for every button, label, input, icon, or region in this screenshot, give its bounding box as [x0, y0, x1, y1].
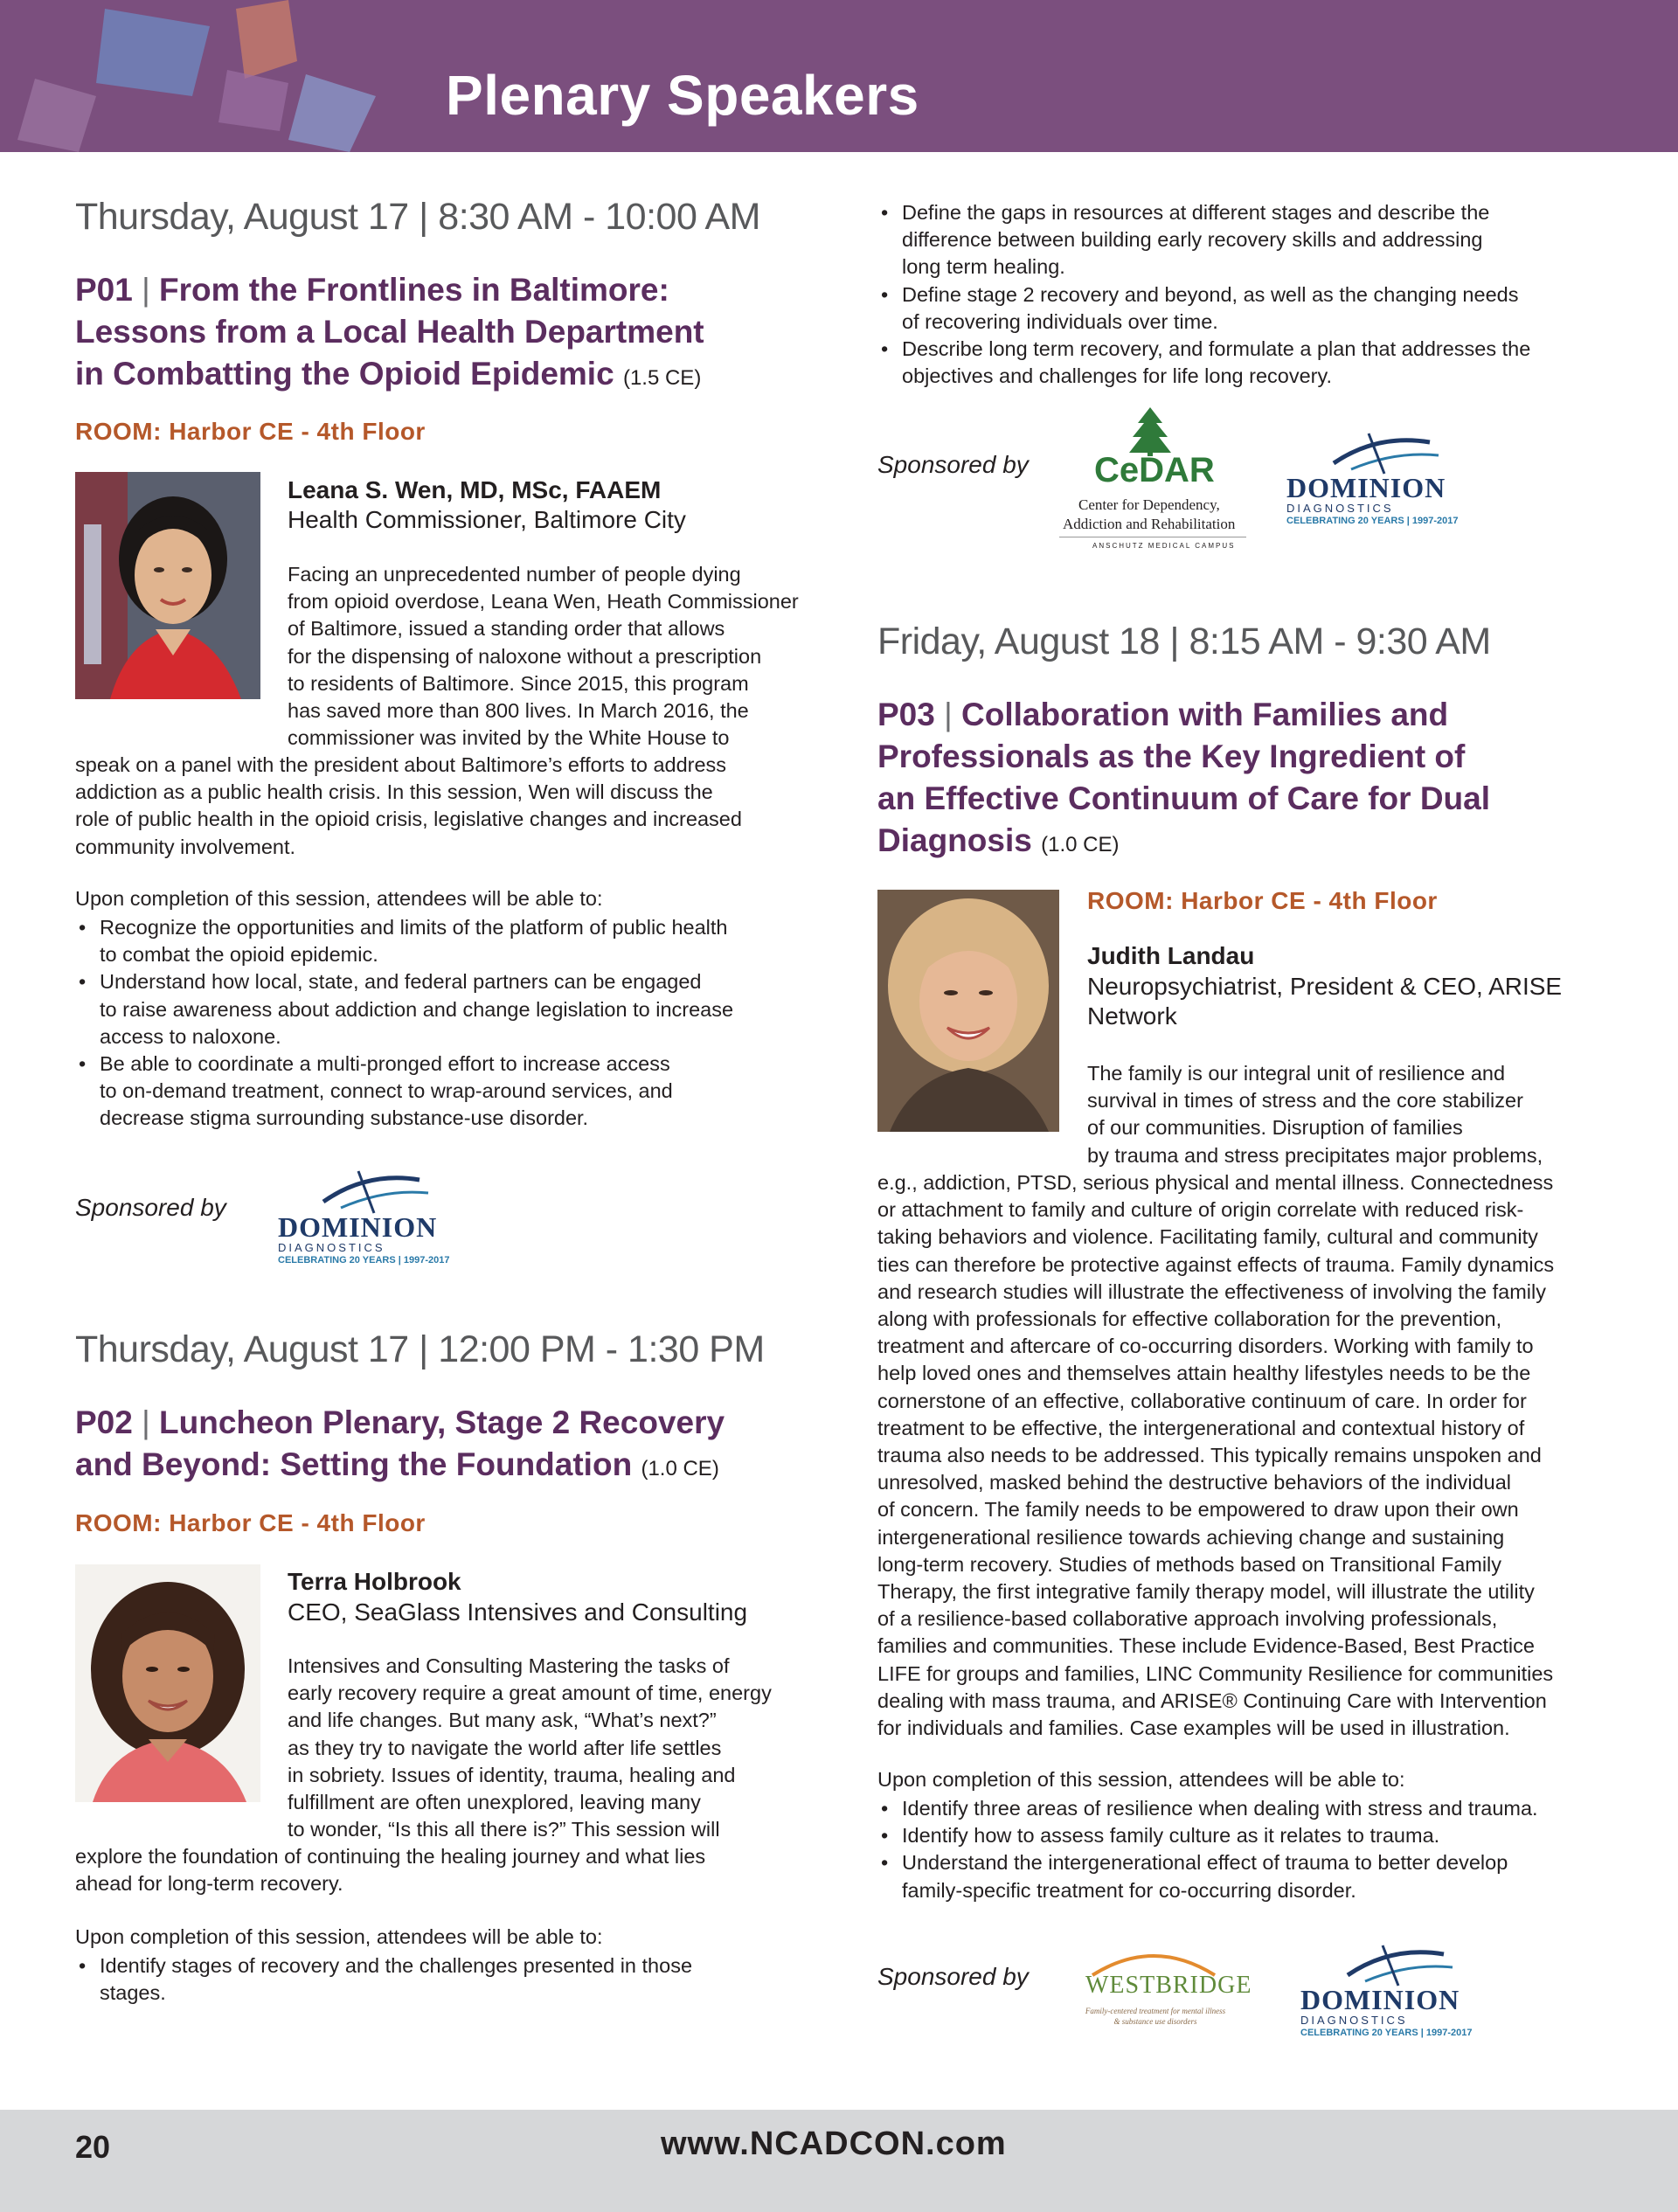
description-line: has saved more than 800 lives. In March 2016, the	[288, 699, 749, 723]
description-line: explore the foundation of continuing the healing journey and what lies	[75, 1845, 706, 1868]
objectives-list-cont	[877, 199, 1612, 390]
sponsored-by-label: Sponsored by	[75, 1194, 226, 1221]
objectives-lead: Upon completion of this session, attendees will be able to:	[75, 1925, 603, 1948]
objective-line: access to naloxone.	[100, 1024, 281, 1048]
description-line: dealing with mass trauma, and ARISE® Continuing Care with Intervention	[877, 1688, 1547, 1712]
description-line: treatment to be effective, the intergenerational and contextual history of	[877, 1416, 1525, 1439]
room-label: ROOM: Harbor CE - 4th Floor	[75, 418, 426, 445]
objective-line: to on-demand treatment, connect to wrap-around services, and	[100, 1079, 673, 1103]
objectives-lead: Upon completion of this session, attendees will be able to:	[877, 1768, 1405, 1791]
objective-line: objectives and challenges for life long recovery.	[902, 364, 1333, 388]
page-header	[0, 0, 1678, 152]
ce-credits: (1.0 CE)	[641, 1457, 719, 1480]
description-line: taking behaviors and violence. Facilitating family, cultural and community	[877, 1225, 1538, 1249]
ce-credits: (1.5 CE)	[622, 366, 702, 390]
dominion-word: DOMINION	[1300, 1984, 1460, 2015]
speaker-photo	[75, 1564, 260, 1802]
cedar-logo	[1054, 407, 1246, 556]
objective-line: • Identify how to assess family culture as it relates to trauma.	[902, 1824, 1440, 1848]
session-code: P01	[75, 272, 133, 308]
description-line: families and communities. These include Evidence-Based, Best Practice	[877, 1634, 1535, 1658]
objective-line: long term healing.	[902, 255, 1065, 279]
session-code: P03	[877, 697, 935, 732]
session-description	[1087, 1060, 1629, 1169]
westbridge-word: WESTBRIDGE	[1085, 1972, 1252, 1999]
objectives-list	[75, 914, 827, 1133]
room-label: ROOM: Harbor CE - 4th Floor	[1087, 887, 1438, 914]
objective-line: • Describe long term recovery, and formulate a plan that addresses the	[902, 337, 1531, 361]
title-separator: |	[132, 272, 160, 308]
objective-line: • Define stage 2 recovery and beyond, as well as the changing needs	[902, 282, 1519, 306]
objective-item	[877, 1849, 1629, 1903]
objective-item	[75, 1051, 827, 1133]
tree-icon	[1054, 407, 1246, 456]
description-line: help loved ones and themselves attain healthy lifestyles needs to be the	[877, 1362, 1531, 1385]
session-description	[288, 561, 812, 752]
objective-item	[877, 1795, 1629, 1822]
dominion-logo	[1295, 1938, 1487, 2052]
description-line: as they try to navigate the world after life settles	[288, 1736, 722, 1759]
title-line: From the Frontlines in Baltimore:	[159, 272, 669, 308]
description-line: treatment and aftercare of co-occurring disorders. Working with family to	[877, 1335, 1534, 1358]
description-line: e.g., addiction, PTSD, serious physical and mental illness. Connectedness	[877, 1171, 1554, 1194]
description-line: role of public health in the opioid crisis, legislative changes and increased	[75, 808, 742, 831]
description-line: community involvement.	[75, 835, 296, 858]
room-label: ROOM: Harbor CE - 4th Floor	[75, 1509, 426, 1536]
dominion-celebrating: CELEBRATING 20 YEARS | 1997-2017	[278, 1255, 450, 1265]
sponsored-by-label: Sponsored by	[877, 451, 1029, 478]
objectives-list	[75, 1952, 827, 2007]
speaker-role: CEO, SeaGlass Intensives and Consulting	[288, 1598, 748, 1626]
description-line: intergenerational resilience towards achieving change and sustaining	[877, 1525, 1505, 1549]
dominion-swoosh-icon	[1295, 1938, 1487, 1987]
dominion-swoosh-icon	[1281, 426, 1473, 475]
objective-line: • Identify three areas of resilience when dealing with stress and trauma.	[902, 1797, 1538, 1820]
speaker-role: Health Commissioner, Baltimore City	[288, 506, 686, 533]
session-date: Friday, August 18 | 8:15 AM - 9:30 AM	[877, 621, 1491, 662]
description-line: and research studies will illustrate the effectiveness of involving the family	[877, 1279, 1547, 1303]
description-line: commissioner was invited by the White House to	[288, 726, 730, 750]
session-title	[75, 1402, 827, 1490]
description-line: and life changes. But many ask, “What’s next?”	[288, 1709, 717, 1732]
dominion-celebrating: CELEBRATING 20 YEARS | 1997-2017	[1300, 2028, 1473, 2038]
speaker-photo	[877, 890, 1059, 1132]
title-line: and Beyond: Setting the Foundation	[75, 1446, 633, 1482]
objective-line: family-specific treatment for co-occurring disorder.	[902, 1878, 1356, 1902]
title-separator: |	[934, 697, 962, 732]
objective-line: of recovering individuals over time.	[902, 309, 1218, 333]
title-line: an Effective Continuum of Care for Dual	[877, 780, 1491, 816]
description-line: for the dispensing of naloxone without a prescription	[288, 644, 762, 668]
objective-line: • Identify stages of recovery and the challenges presented in those	[100, 1954, 693, 1977]
objective-item	[877, 336, 1612, 390]
objective-line: decrease stigma surrounding substance-use disorder.	[100, 1106, 589, 1130]
cedar-line: ANSCHUTZ MEDICAL CAMPUS	[1092, 542, 1236, 550]
objective-line: stages.	[100, 1981, 166, 2005]
description-line: for individuals and families. Case examples will be used in illustration.	[877, 1716, 1510, 1740]
description-line: early recovery require a great amount of time, energy	[288, 1682, 772, 1705]
session-description	[288, 1653, 829, 1843]
dominion-sub: DIAGNOSTICS	[1286, 502, 1394, 515]
session-date: Thursday, August 17 | 12:00 PM - 1:30 PM	[75, 1328, 765, 1370]
description-line: of Baltimore, issued a standing order that allows	[288, 617, 725, 641]
website-link[interactable]: www.NCADCON.com	[661, 2125, 1007, 2162]
title-line: Professionals as the Key Ingredient of	[877, 738, 1466, 774]
cedar-word: CeDAR	[1094, 451, 1215, 489]
speaker-photo	[75, 472, 260, 699]
sponsored-by-label: Sponsored by	[877, 1963, 1029, 1990]
session-date: Thursday, August 17 | 8:30 AM - 10:00 AM	[75, 196, 760, 238]
description-line: of concern. The family needs to be empowered to draw upon their own	[877, 1498, 1519, 1522]
objective-line: to combat the opioid epidemic.	[100, 943, 378, 967]
title-separator: |	[132, 1404, 160, 1440]
decorative-shapes	[0, 0, 454, 152]
page-title: Plenary Speakers	[446, 64, 919, 127]
title-line: in Combatting the Opioid Epidemic	[75, 356, 614, 392]
description-line: of our communities. Disruption of families	[1087, 1116, 1463, 1140]
title-line: Luncheon Plenary, Stage 2 Recovery	[159, 1404, 725, 1440]
description-line: by trauma and stress precipitates major problems,	[1087, 1143, 1543, 1167]
session-description-cont	[75, 1843, 827, 1897]
objective-item	[75, 1952, 827, 2007]
speaker-name: Terra Holbrook	[288, 1568, 461, 1595]
objective-line: • Understand how local, state, and federal partners can be engaged	[100, 970, 702, 994]
speaker-role	[1087, 972, 1562, 1031]
objective-item	[75, 968, 827, 1051]
objective-line: to raise awareness about addiction and change legislation to increase	[100, 997, 734, 1021]
westbridge-line: Family-centered treatment for mental illness	[1085, 2007, 1226, 2015]
objective-line: difference between building early recovery skills and addressing	[902, 228, 1483, 252]
description-line: addiction as a public health crisis. In this session, Wen will discuss the	[75, 780, 713, 804]
objective-item	[877, 199, 1612, 281]
session-title	[75, 269, 792, 399]
description-line: speak on a panel with the president about Baltimore’s efforts to address	[75, 753, 727, 776]
objective-line: • Be able to coordinate a multi-pronged effort to increase access	[100, 1052, 670, 1076]
ce-credits: (1.0 CE)	[1041, 833, 1120, 856]
description-line: fulfillment are often unexplored, leaving many	[288, 1791, 701, 1814]
description-line: unresolved, masked behind the destructive behaviors of the individual	[877, 1471, 1512, 1494]
dominion-sub: DIAGNOSTICS	[1300, 2014, 1408, 2027]
objective-item	[877, 1822, 1629, 1849]
description-line: survival in times of stress and the core stabilizer	[1087, 1089, 1523, 1113]
objective-item	[75, 914, 827, 968]
description-line: The family is our integral unit of resilience and	[1087, 1062, 1506, 1085]
dominion-logo	[1281, 426, 1473, 540]
cedar-line: Addiction and Rehabilitation	[1063, 516, 1236, 532]
title-line: Diagnosis	[877, 822, 1032, 858]
westbridge-line: & substance use disorders	[1113, 2017, 1197, 2026]
description-line: Facing an unprecedented number of people dying	[288, 563, 741, 586]
page-number: 20	[75, 2129, 111, 2165]
description-line: from opioid overdose, Leana Wen, Heath Commissioner	[288, 590, 799, 614]
dominion-sub: DIAGNOSTICS	[278, 1241, 385, 1254]
objectives-lead: Upon completion of this session, attendees will be able to:	[75, 887, 603, 910]
description-line: to wonder, “Is this all there is?” This session will	[288, 1818, 720, 1841]
title-line: Lessons from a Local Health Department	[75, 314, 704, 350]
speaker-name: Judith Landau	[1087, 942, 1255, 969]
dominion-word: DOMINION	[278, 1211, 438, 1243]
description-line: ties can therefore be protective against effects of trauma. Family dynamics	[877, 1252, 1555, 1276]
session-description-cont	[877, 1169, 1647, 1742]
description-line: trauma also needs to be addressed. This typically remains unspoken and	[877, 1444, 1542, 1467]
description-line: along with professionals for effective collaboration for the prevention,	[877, 1307, 1502, 1331]
objective-line: • Define the gaps in resources at different stages and describe the	[902, 201, 1490, 224]
description-line: LIFE for groups and families, LINC Community Resilience for communities	[877, 1661, 1554, 1685]
session-title	[877, 694, 1629, 866]
session-code: P02	[75, 1404, 133, 1440]
speaker-name: Leana S. Wen, MD, MSc, FAAEM	[288, 476, 662, 503]
description-line: Therapy, the first integrative family therapy model, will illustrate the utility	[877, 1580, 1535, 1604]
description-line: in sobriety. Issues of identity, trauma, healing and	[288, 1763, 736, 1786]
speaker-role-line: Neuropsychiatrist, President & CEO, ARISE	[1087, 973, 1563, 1000]
objective-line: • Understand the intergenerational effect of trauma to better develop	[902, 1851, 1508, 1875]
speaker-role-line: Network	[1087, 1002, 1177, 1030]
objective-line: • Recognize the opportunities and limits of the platform of public health	[100, 916, 728, 939]
cedar-line: Center for Dependency,	[1078, 496, 1220, 513]
description-line: to residents of Baltimore. Since 2015, this program	[288, 671, 749, 695]
description-line: Intensives and Consulting Mastering the tasks of	[288, 1654, 730, 1677]
dominion-swoosh-icon	[271, 1162, 463, 1215]
title-line: Collaboration with Families and	[961, 697, 1449, 732]
objectives-list	[877, 1795, 1629, 1904]
description-line: ahead for long-term recovery.	[75, 1872, 343, 1896]
description-line: long-term recovery. Studies of methods based on Transitional Family	[877, 1552, 1502, 1576]
session-description-cont	[75, 752, 827, 861]
dominion-celebrating: CELEBRATING 20 YEARS | 1997-2017	[1286, 516, 1459, 526]
objective-item	[877, 281, 1612, 336]
description-line: or attachment to family and culture of origin correlate with reduced risk-	[877, 1198, 1524, 1222]
westbridge-logo	[1066, 1942, 1252, 2029]
dominion-word: DOMINION	[1286, 472, 1446, 503]
description-line: of a resilience-based collaborative approach involving professionals,	[877, 1607, 1498, 1631]
description-line: cornerstone of an effective, collaborative continuum of care. In order for	[877, 1389, 1527, 1412]
dominion-logo	[271, 1162, 463, 1276]
